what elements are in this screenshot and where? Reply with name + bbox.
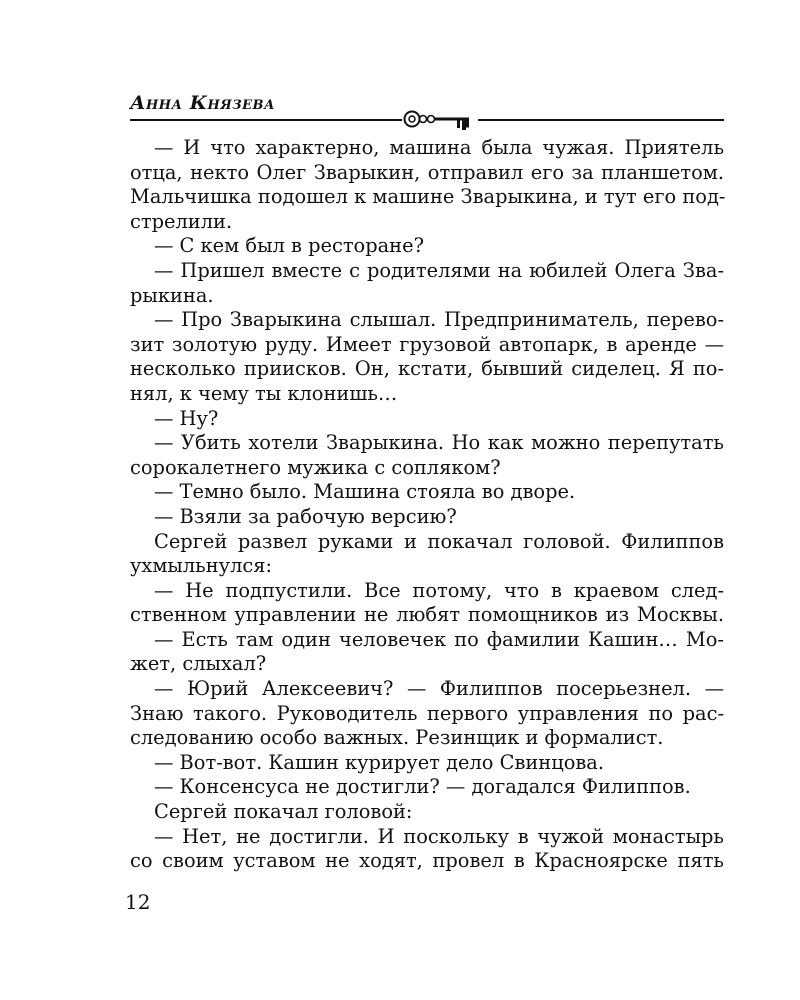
text-line: — Пришел вместе с родителями на юбилей Олега Зва- <box>154 258 724 282</box>
text-line: — Не подпустили. Все потому, что в краевом след- <box>154 578 724 602</box>
text-line: — Вот-вот. Кашин курирует дело Свинцова. <box>154 750 605 774</box>
text-line: Мальчишка подошел к машине Зварыкина, и тут его под- <box>130 185 726 209</box>
text-line: рыкина. <box>130 283 214 307</box>
text-line: со своим уставом не ходят, провел в Красноярске пять <box>130 849 724 873</box>
text-line: следованию особо важных. Резинщик и формалист. <box>130 726 664 750</box>
page-number: 12 <box>125 890 151 914</box>
text-line: Сергей покачал головой: <box>154 800 413 824</box>
text-line: Сергей развел руками и покачал головой. Филиппов <box>154 529 724 553</box>
text-line: — Есть там один человечек по фамилии Кашин… Мо- <box>154 627 724 651</box>
text-line: ухмыльнулся: <box>130 554 273 578</box>
key-icon <box>402 106 478 132</box>
text-line: отца, некто Олег Зварыкин, отправил его за планшетом. <box>130 160 724 184</box>
text-line: — С кем был в ресторане? <box>154 234 424 258</box>
text-line: — Взяли за рабочую версию? <box>154 504 457 528</box>
text-line: — Темно было. Машина стояла во дворе. <box>154 480 576 504</box>
author-name: Анна Князева <box>130 92 276 114</box>
text-line: — Убить хотели Зварыкина. Но как можно перепутать <box>154 431 724 455</box>
body-text <box>130 136 724 874</box>
text-line: — Консенсуса не достигли? — догадался Филиппов. <box>154 775 691 799</box>
text-line: Знаю такого. Руководитель первого управления по рас- <box>130 701 724 725</box>
text-line: — Ну? <box>154 406 219 430</box>
text-line: — Про Зварыкина слышал. Предприниматель, перево- <box>154 308 724 332</box>
text-line: — Юрий Алексеевич? — Филиппов посерьезнел. — <box>154 677 724 701</box>
text-line: несколько приисков. Он, кстати, бывший сиделец. Я по- <box>130 357 724 381</box>
text-line: — И что характерно, машина была чужая. Приятель <box>154 136 724 159</box>
text-line: жет, слыхал? <box>130 652 267 676</box>
text-line: стрелили. <box>130 209 233 233</box>
text-line: ственном управлении не любят помощников из Москвы. <box>130 603 724 627</box>
text-line: — Нет, не достигли. И поскольку в чужой монастырь <box>154 824 724 848</box>
running-header <box>130 86 724 130</box>
text-line: зит золотую руду. Имеет грузовой автопарк, в аренде — <box>130 332 724 356</box>
text-line: нял, к чему ты клонишь… <box>130 381 398 405</box>
text-line: сорокалетнего мужика с сопляком? <box>130 455 501 479</box>
